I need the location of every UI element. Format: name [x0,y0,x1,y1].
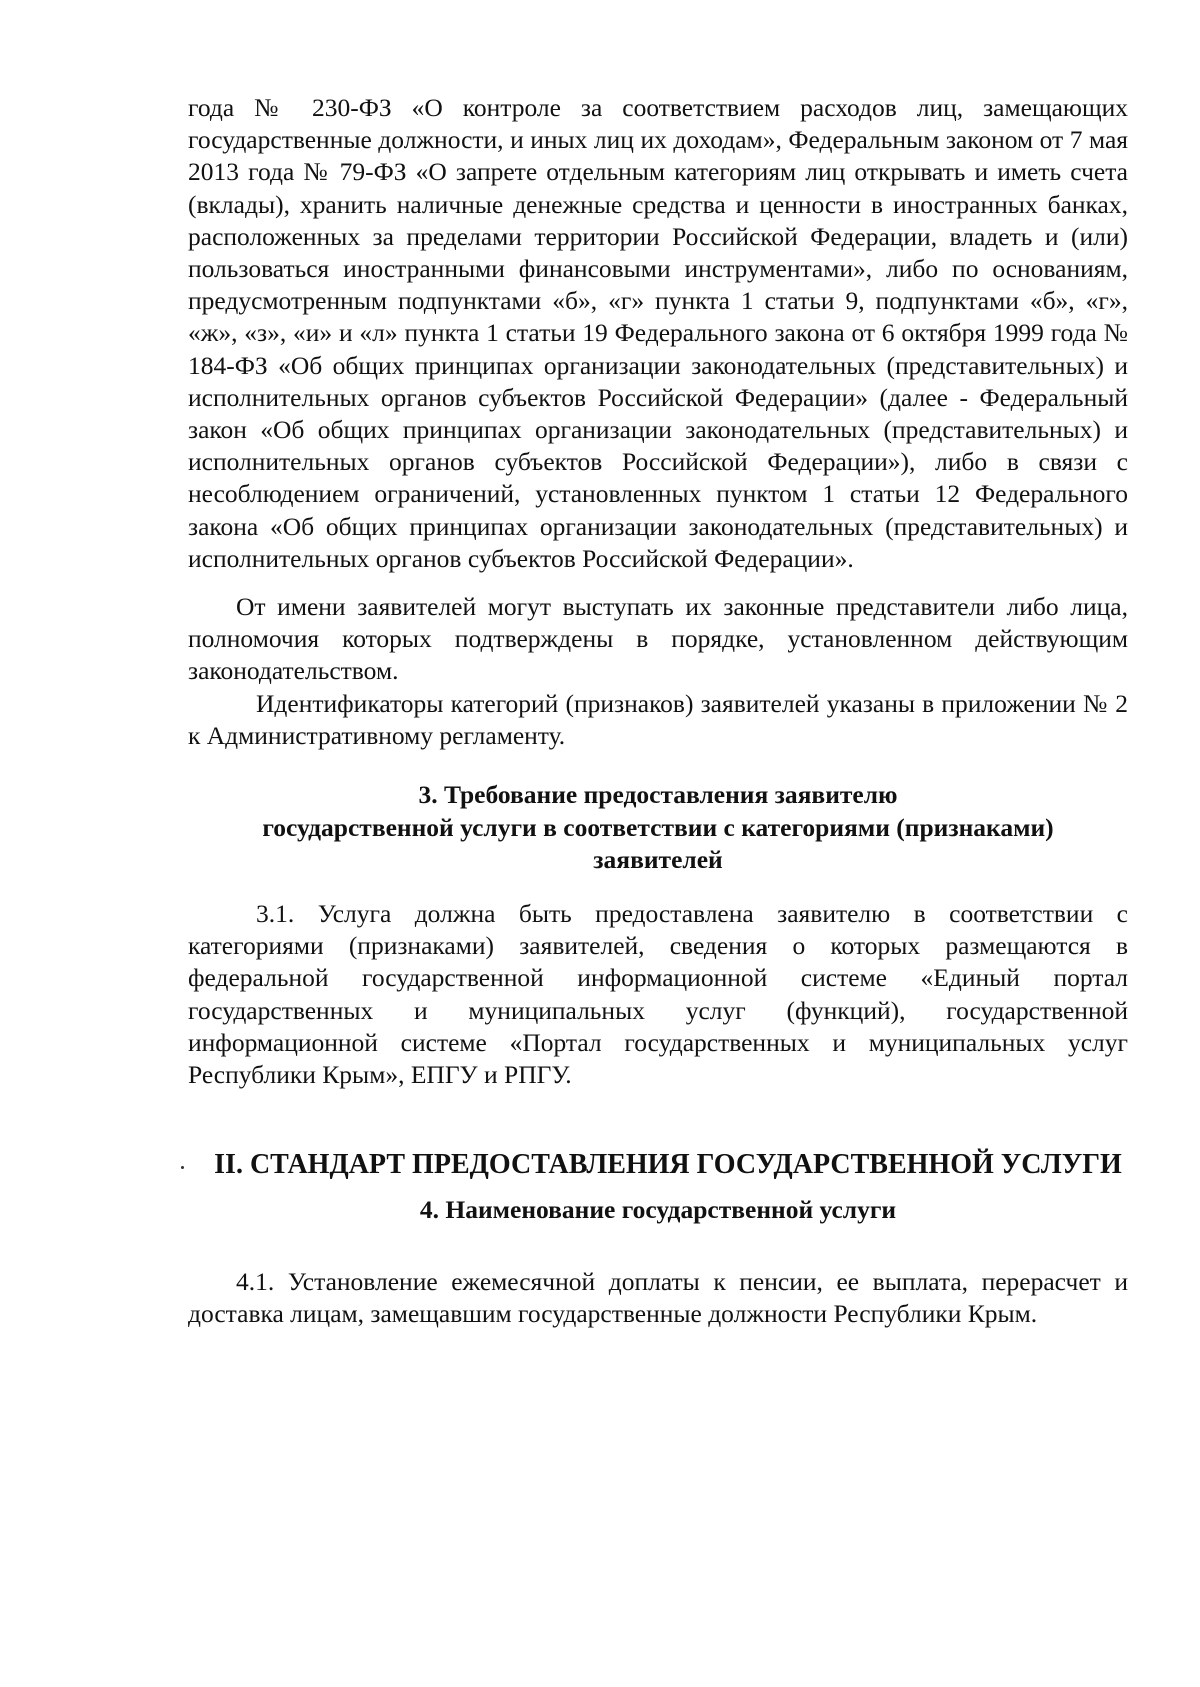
section-3-heading-line1: 3. Требование предоставления заявителю [418,780,898,809]
paragraph-4-1: 4.1. Установление ежемесячной доплаты к пенсии, ее выплата, перерасчет и доставка лицам, замещавшим государственные должности Республики Крым. [188,1267,1128,1329]
paragraph-representatives: От имени заявителей могут выступать их законные представители либо лица, полномочия которых подтверждены в порядке, установленном действующим законодательством. [188,592,1128,686]
scan-speck [181,1166,184,1169]
paragraph-3-1: 3.1. Услуга должна быть предоставлена заявителю в соответствии с категориями (признаками) заявителей, сведения о которых размещаются в федеральной государственной информационной системе «Единый портал государственных и муниципальных услуг (функций), государственной информационной системе «Портал государственных и муниципальных услуг Республики Крым», ЕПГУ и РПГУ. [188,899,1128,1090]
paragraph-identifiers: Идентификаторы категорий (признаков) заявителей указаны в приложении № 2 к Административному регламенту. [188,689,1128,751]
section-ii-title: II. СТАНДАРТ ПРЕДОСТАВЛЕНИЯ ГОСУДАРСТВЕННОЙ УСЛУГИ [214,1149,1122,1180]
paragraph-continuation: года № 230-ФЗ «О контроле за соответствием расходов лиц, замещающих государственные должности, и иных лиц их доходам», Федеральным законом от 7 мая 2013 года № 79-ФЗ «О запрете отдельным категориям лиц открывать и иметь счета (вклады), хранить наличные денежные средства и ценности в иностранных банках, расположенных за пределами территории Российской Федерации, владеть и (или) пользоваться иностранными финансовыми инструментами», либо по основаниям, предусмотренным подпунктами «б», «г» пункта 1 статьи 9, подпунктами «б», «г», «ж», «з», «и» и «л» пункта 1 статьи 19 Федерального закона от 6 октября 1999 года № 184-ФЗ «Об общих принципах организации законодательных (представительных) и исполнительных органов субъектов Российской Федерации» (далее - Федеральный закон «Об общих принципах организации законодательных (представительных) и исполнительных органов субъектов Российской Федерации»), либо в связи с несоблюдением ограничений, установленных пунктом 1 статьи 12 Федерального закона «Об общих принципах организации законодательных (представительных) и исполнительных органов субъектов Российской Федерации». [188,93,1128,573]
section-3-heading [188,779,1128,877]
section-3-heading-line2: государственной услуги в соответствии с категориями (признаками) [262,812,1054,842]
section-3-heading-line3: заявителей [593,845,723,874]
section-4-heading: 4. Наименование государственной услуги [419,1195,897,1224]
